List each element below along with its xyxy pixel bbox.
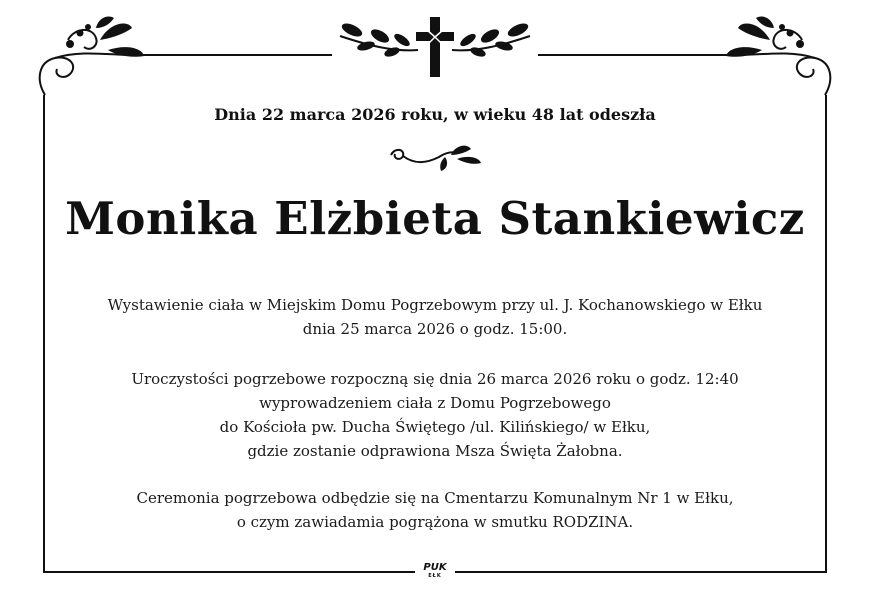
deceased-name: Monika Elżbieta Stankiewicz	[65, 192, 805, 245]
logo-sub-text: EŁK	[428, 573, 442, 579]
cross-icon	[416, 17, 454, 77]
frame-bottom-border-left	[43, 571, 415, 573]
intro-line: Dnia 22 marca 2026 roku, w wieku 48 lat odeszła	[214, 105, 656, 124]
funeral-info-line-4: gdzie zostanie odprawiona Msza Święta Żałobna.	[247, 442, 623, 460]
right-leaf-sprig-icon	[726, 16, 774, 56]
puk-logo	[415, 562, 455, 584]
viewing-info-line-2: dnia 25 marca 2026 o godz. 15:00.	[302, 320, 568, 338]
funeral-info-line-1: Uroczystości pogrzebowe rozpoczną się dnia 26 marca 2026 roku o godz. 12:40	[131, 370, 739, 388]
viewing-info-line-1: Wystawienie ciała w Miejskim Domu Pogrzebowym przy ul. J. Kochanowskiego w Ełku	[107, 296, 763, 314]
scroll-flourish-icon	[385, 141, 485, 173]
frame-bottom-border-right	[455, 571, 827, 573]
ceremony-info-line-1: Ceremonia pogrzebowa odbędzie się na Cmentarzu Komunalnym Nr 1 w Ełku,	[136, 489, 734, 507]
funeral-info-line-3: do Kościoła pw. Ducha Świętego /ul. Kilińskiego/ w Ełku,	[219, 418, 651, 436]
top-ornament	[0, 0, 870, 100]
left-leaf-sprig-icon	[96, 16, 144, 56]
ceremony-info-line-2: o czym zawiadamia pogrążona w smutku RODZINA.	[236, 513, 634, 531]
funeral-info-line-2: wyprowadzeniem ciała z Domu Pogrzebowego	[259, 394, 611, 412]
logo-main-text: PUK	[423, 562, 447, 573]
